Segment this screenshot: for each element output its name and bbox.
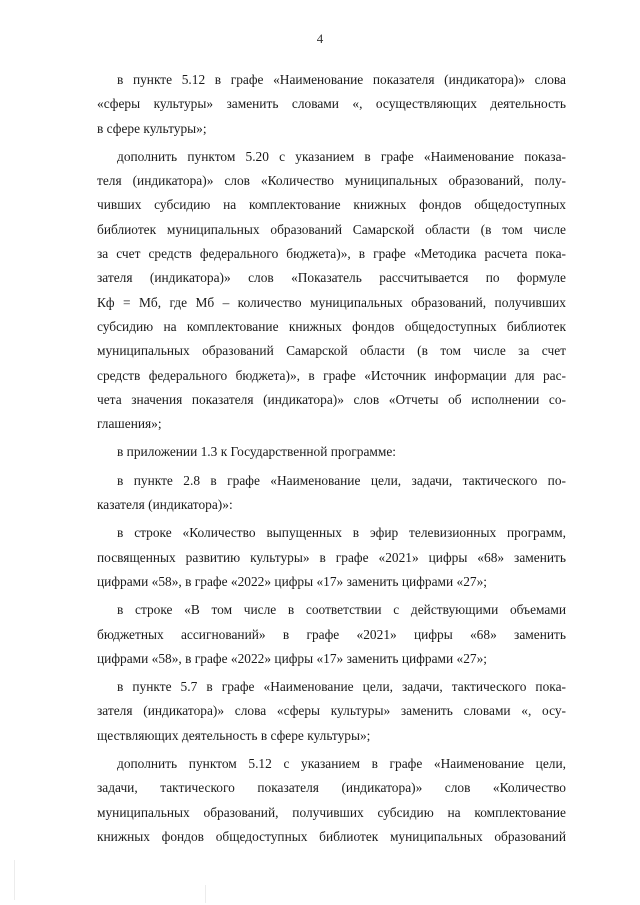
text-line: Кф = Мб, где Мб – количество муниципальных образований, получивших bbox=[97, 294, 566, 310]
scan-edge-mark bbox=[205, 885, 206, 903]
text-line: чета значения показателя (индикатора)» слов «Отчеты об исполнении со- bbox=[97, 391, 566, 407]
paragraph bbox=[97, 598, 566, 671]
text-line: цифрами «58», в графе «2022» цифры «17» заменить цифрами «27»; bbox=[97, 573, 488, 589]
text-line: глашения»; bbox=[97, 416, 162, 432]
text-line: посвященных развитию культуры» в графе «2021» цифры «68» заменить bbox=[97, 549, 566, 565]
text-line: в строке «Количество выпущенных в эфир телевизионных программ, bbox=[117, 525, 566, 541]
document-body bbox=[97, 68, 566, 849]
text-line: зателя (индикатора)» слов «Показатель рассчитывается по формуле bbox=[97, 270, 566, 286]
paragraph bbox=[97, 521, 566, 594]
text-line: «сферы культуры» заменить словами «, осуществляющих деятельность bbox=[97, 96, 566, 112]
text-line: бюджетных ассигнований» в графе «2021» цифры «68» заменить bbox=[97, 626, 566, 642]
text-line: библиотек муниципальных образований Самарской области (в том числе bbox=[97, 221, 566, 237]
text-line: в пункте 5.12 в графе «Наименование показателя (индикатора)» слова bbox=[117, 72, 566, 87]
text-line: чивших субсидию на комплектование книжных фондов общедоступных bbox=[97, 197, 566, 213]
text-line: цифрами «58», в графе «2022» цифры «17» заменить цифрами «27»; bbox=[97, 650, 488, 666]
text-line: казателя (индикатора)»: bbox=[97, 497, 233, 513]
text-line: дополнить пунктом 5.12 с указанием в графе «Наименование цели, bbox=[117, 756, 566, 772]
text-line: зателя (индикатора)» слова «сферы культуры» заменить словами «, осу- bbox=[97, 703, 566, 719]
paragraph bbox=[117, 440, 566, 464]
paragraph bbox=[97, 752, 566, 849]
text-line: муниципальных образований, получивших субсидию на комплектование bbox=[97, 804, 566, 820]
page-number: 4 bbox=[316, 31, 324, 46]
text-line: в строке «В том числе в соответствии с действующими объемами bbox=[117, 602, 566, 618]
paragraph bbox=[97, 68, 566, 141]
text-line: субсидию на комплектование книжных фондов общедоступных библиотек bbox=[97, 318, 566, 334]
text-line: в пункте 5.7 в графе «Наименование цели, задачи, тактического пока- bbox=[117, 679, 566, 695]
paragraph bbox=[97, 469, 566, 518]
paragraph bbox=[97, 145, 566, 437]
scan-edge-mark bbox=[14, 860, 15, 900]
text-line: в приложении 1.3 к Государственной программе: bbox=[117, 444, 397, 460]
text-line: книжных фондов общедоступных библиотек муниципальных образований bbox=[97, 828, 566, 844]
paragraph bbox=[97, 675, 566, 748]
text-line: муниципальных образований Самарской области (в том числе за счет bbox=[97, 343, 566, 359]
text-line: в сфере культуры»; bbox=[97, 120, 207, 136]
text-line: дополнить пунктом 5.20 с указанием в графе «Наименование показа- bbox=[117, 148, 566, 164]
text-line: теля (индикатора)» слов «Количество муниципальных образований, полу- bbox=[97, 173, 566, 189]
text-line: за счет средств федерального бюджета)», в графе «Методика расчета пока- bbox=[97, 246, 566, 262]
text-line: ществляющих деятельность в сфере культуры»; bbox=[97, 727, 371, 743]
text-line: средств федерального бюджета)», в графе «Источник информации для рас- bbox=[97, 367, 566, 383]
text-line: в пункте 2.8 в графе «Наименование цели, задачи, тактического по- bbox=[117, 472, 566, 488]
text-line: задачи, тактического показателя (индикатора)» слов «Количество bbox=[97, 780, 566, 796]
